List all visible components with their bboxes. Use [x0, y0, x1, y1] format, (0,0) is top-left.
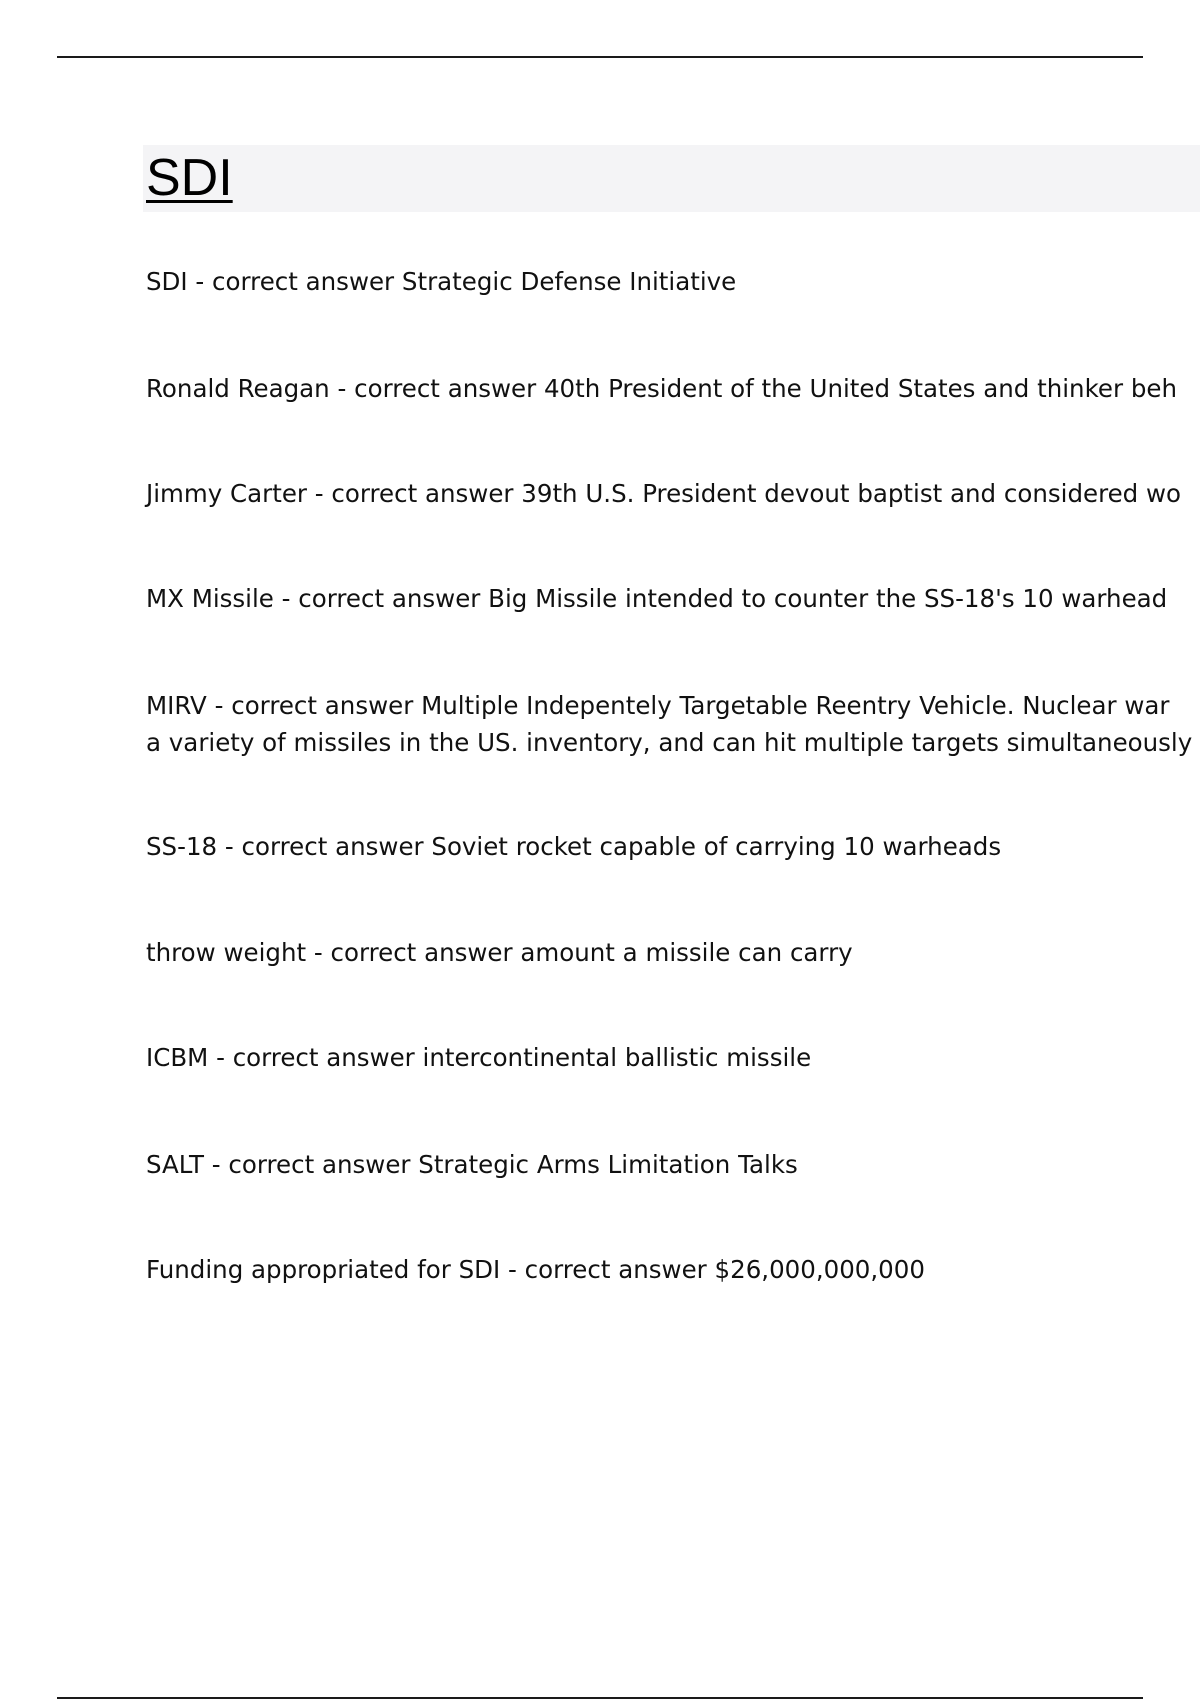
entry-mirv: MIRV - correct answer Multiple Indepentely Targetable Reentry Vehicle. Nuclear war: [146, 691, 1170, 720]
entry-mirv-continued: a variety of missiles in the US. inventory, and can hit multiple targets simultaneously: [146, 728, 1193, 757]
entry-mx-missile: MX Missile - correct answer Big Missile intended to counter the SS-18's 10 warhead: [146, 584, 1168, 613]
entry-sdi-funding: Funding appropriated for SDI - correct answer $26,000,000,000: [146, 1255, 925, 1284]
entry-icbm: ICBM - correct answer intercontinental ballistic missile: [146, 1043, 812, 1072]
entry-jimmy-carter: Jimmy Carter - correct answer 39th U.S. President devout baptist and considered wo: [146, 479, 1182, 508]
bottom-divider: [57, 1697, 1143, 1699]
entry-list: [146, 0, 1200, 1700]
entry-sdi: SDI - correct answer Strategic Defense Initiative: [146, 267, 737, 296]
entry-ronald-reagan: Ronald Reagan - correct answer 40th President of the United States and thinker beh: [146, 374, 1177, 403]
entry-salt: SALT - correct answer Strategic Arms Limitation Talks: [146, 1150, 798, 1179]
entry-ss-18: SS-18 - correct answer Soviet rocket capable of carrying 10 warheads: [146, 832, 1002, 861]
page-title: SDI: [146, 149, 233, 207]
entry-throw-weight: throw weight - correct answer amount a missile can carry: [146, 938, 853, 967]
